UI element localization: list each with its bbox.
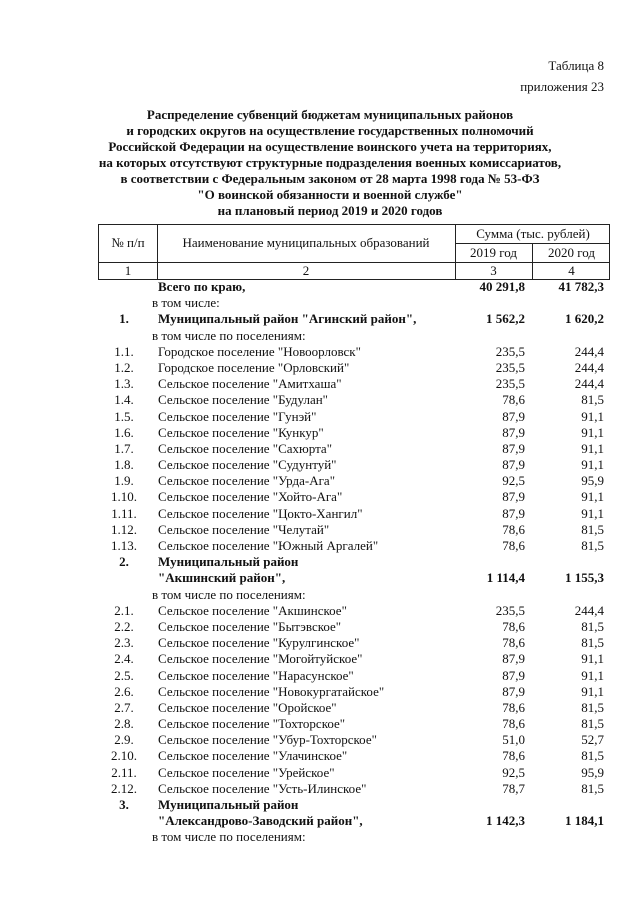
row-number: 1.11. (111, 505, 137, 521)
row-name: Сельское поселение "Судунтуй" (158, 457, 337, 473)
table-row (0, 311, 640, 327)
row-value-2020: 1 620,2 (565, 311, 604, 327)
row-value-2020: 244,4 (574, 343, 604, 359)
row-value-2019: 78,6 (502, 716, 525, 732)
row-number: 2.9. (114, 732, 134, 748)
row-number: 1.3. (114, 376, 134, 392)
col-2019-header: 2019 год (470, 245, 517, 260)
row-value-2019: 87,9 (502, 667, 525, 683)
row-number: 1.13. (111, 538, 137, 553)
row-value-2019: 235,5 (495, 343, 525, 359)
title-line: Российской Федерации на осуществление воинского учета на территориях, (108, 139, 552, 154)
row-name: Сельское поселение "Кункур" (158, 424, 324, 440)
row-value-2020: 91,1 (581, 489, 604, 505)
row-value-2019: 87,9 (502, 651, 525, 667)
row-name: Муниципальный район (158, 554, 299, 570)
row-value-2020: 95,9 (581, 764, 604, 780)
table-row (0, 441, 640, 457)
row-name: Сельское поселение "Усть-Илинское" (158, 780, 367, 796)
row-name: "Александрово-Заводский район", (158, 813, 363, 829)
table-row (0, 392, 640, 408)
row-number: 1. (119, 311, 129, 327)
row-number: 2.4. (114, 651, 134, 667)
table-row (0, 813, 640, 829)
row-value-2020: 81,5 (581, 780, 604, 796)
row-value-2019: 1 114,4 (486, 570, 525, 586)
table-row (0, 748, 640, 764)
row-value-2020: 52,7 (581, 732, 604, 748)
row-value-2020: 91,1 (581, 683, 604, 699)
row-name: в том числе по поселениям: (152, 327, 306, 343)
row-value-2019: 1 562,2 (486, 311, 525, 327)
title-line: на которых отсутствуют структурные подразделения военных комиссариатов, (98, 155, 562, 170)
row-number: 1.10. (111, 489, 137, 505)
row-value-2020: 244,4 (574, 376, 604, 392)
table-row (0, 603, 640, 619)
table-row (0, 635, 640, 651)
title-line: на плановый период 2019 и 2020 годов (217, 203, 443, 218)
row-number: 2.11. (111, 764, 137, 780)
row-value-2019: 1 142,3 (486, 813, 525, 829)
row-name: Сельское поселение "Бытэвское" (158, 618, 342, 634)
row-number: 3. (119, 797, 129, 812)
row-number: 2.10. (111, 748, 137, 764)
row-number: 1.5. (114, 408, 134, 424)
row-value-2020: 95,9 (581, 473, 604, 489)
row-number: 1.4. (114, 392, 134, 408)
table-row (0, 506, 640, 522)
row-name: Сельское поселение "Сахюрта" (158, 440, 332, 456)
row-name: Сельское поселение "Улачинское" (158, 748, 348, 764)
row-value-2019: 235,5 (495, 602, 525, 618)
row-value-2019: 78,6 (502, 392, 525, 408)
row-name: в том числе: (152, 295, 220, 311)
col-index-4: 4 (568, 263, 575, 278)
table-row (0, 732, 640, 748)
table-row (0, 587, 640, 603)
row-name: Всего по краю, (158, 279, 246, 294)
table-row (0, 425, 640, 441)
table-body (0, 279, 640, 846)
row-value-2019: 87,9 (502, 424, 525, 440)
row-name: Сельское поселение "Гунэй" (158, 408, 317, 424)
row-name: Сельское поселение "Тохторское" (158, 716, 346, 732)
table-row (0, 716, 640, 732)
row-number: 2.8. (114, 716, 134, 732)
title-line: в соответствии с Федеральным законом от 28 марта 1998 года № 53-ФЗ (120, 171, 540, 186)
row-number: 1.8. (114, 457, 134, 473)
table-row (0, 360, 640, 376)
col-num-header: № п/п (111, 235, 145, 250)
row-value-2019: 87,9 (502, 505, 525, 521)
row-name: Сельское поселение "Оройское" (158, 699, 337, 715)
row-name: в том числе по поселениям: (152, 829, 306, 845)
row-value-2019: 78,6 (502, 538, 525, 553)
row-name: Сельское поселение "Новокургатайское" (158, 683, 385, 699)
table-row (0, 473, 640, 489)
row-value-2020: 91,1 (581, 440, 604, 456)
row-name: Сельское поселение "Могойтуйское" (158, 651, 363, 667)
row-number: 1.7. (114, 440, 134, 456)
row-name: Сельское поселение "Нарасунское" (158, 667, 354, 683)
row-name: Муниципальный район (158, 797, 299, 812)
table-row (0, 409, 640, 425)
row-value-2020: 81,5 (581, 635, 604, 651)
table-row (0, 489, 640, 505)
row-value-2019: 92,5 (502, 764, 525, 780)
row-number: 2.1. (114, 602, 134, 618)
row-value-2020: 91,1 (581, 457, 604, 473)
row-value-2020: 81,5 (581, 748, 604, 764)
table-row (0, 668, 640, 684)
table-row (0, 344, 640, 360)
table-row (0, 700, 640, 716)
row-name: Сельское поселение "Цокто-Хангил" (158, 505, 363, 521)
row-value-2020: 91,1 (581, 651, 604, 667)
row-value-2019: 87,9 (502, 489, 525, 505)
row-name: Сельское поселение "Будулан" (158, 392, 328, 408)
row-number: 2.12. (111, 780, 137, 796)
row-name: Сельское поселение "Курулгинское" (158, 635, 360, 651)
row-name: "Акшинский район", (158, 570, 286, 586)
table-row (0, 829, 640, 845)
table-row (0, 376, 640, 392)
row-number: 1.6. (114, 424, 134, 440)
table-label: Таблица 8 (548, 58, 604, 73)
table-row (0, 570, 640, 586)
row-value-2020: 1 184,1 (565, 813, 604, 829)
table-row (0, 797, 640, 813)
row-value-2019: 92,5 (502, 473, 525, 489)
row-number: 2.7. (114, 699, 134, 715)
row-value-2020: 41 782,3 (558, 279, 604, 294)
row-value-2020: 91,1 (581, 424, 604, 440)
row-value-2020: 244,4 (574, 602, 604, 618)
col-index-1: 1 (124, 263, 132, 278)
row-value-2020: 81,5 (581, 538, 604, 553)
row-name: Сельское поселение "Урда-Ага" (158, 473, 335, 489)
row-number: 2.6. (114, 683, 134, 699)
table-row (0, 554, 640, 570)
table-row (0, 684, 640, 700)
table-row (0, 522, 640, 538)
row-value-2019: 87,9 (502, 408, 525, 424)
row-number: 2. (119, 554, 129, 570)
row-value-2019: 78,6 (502, 748, 525, 764)
table-row (0, 765, 640, 781)
table-row (0, 538, 640, 554)
row-name: Сельское поселение "Убур-Тохторское" (158, 732, 377, 748)
row-number: 1.1. (114, 343, 134, 359)
row-value-2019: 78,6 (502, 635, 525, 651)
row-value-2019: 78,6 (502, 699, 525, 715)
row-value-2019: 40 291,8 (479, 279, 525, 294)
row-value-2020: 91,1 (581, 667, 604, 683)
row-value-2019: 235,5 (495, 359, 525, 375)
row-value-2019: 235,5 (495, 376, 525, 392)
row-number: 1.12. (111, 521, 137, 537)
row-value-2020: 81,5 (581, 618, 604, 634)
col-index-3: 3 (490, 263, 497, 278)
row-number: 2.3. (114, 635, 134, 651)
row-value-2020: 81,5 (581, 521, 604, 537)
table-row (0, 651, 640, 667)
row-value-2019: 87,9 (502, 440, 525, 456)
row-value-2019: 78,7 (502, 780, 525, 796)
row-name: Городское поселение "Новоорловск" (158, 343, 361, 359)
row-name: Сельское поселение "Урейское" (158, 764, 335, 780)
row-name: Городское поселение "Орловский" (158, 359, 350, 375)
row-value-2019: 78,6 (502, 618, 525, 634)
row-name: Сельское поселение "Южный Аргалей" (158, 538, 379, 553)
row-number: 1.9. (114, 473, 134, 489)
row-name: Сельское поселение "Хойто-Ага" (158, 489, 343, 505)
table-row (0, 295, 640, 311)
row-value-2019: 51,0 (502, 732, 525, 748)
row-value-2020: 81,5 (581, 699, 604, 715)
row-value-2020: 81,5 (581, 716, 604, 732)
row-value-2020: 1 155,3 (565, 570, 604, 586)
row-value-2020: 91,1 (581, 505, 604, 521)
row-value-2019: 87,9 (502, 457, 525, 473)
row-number: 1.2. (114, 359, 134, 375)
row-name: Сельское поселение "Акшинское" (158, 602, 347, 618)
title-line: и городских округов на осуществление государственных полномочий (126, 123, 534, 138)
table-row (0, 781, 640, 797)
row-value-2020: 81,5 (581, 392, 604, 408)
col-index-2: 2 (302, 263, 310, 278)
document-title (40, 107, 620, 219)
row-name: в том числе по поселениям: (152, 586, 306, 602)
row-number: 2.2. (114, 618, 134, 634)
row-name: Муниципальный район "Агинский район", (158, 311, 417, 327)
table-row (0, 328, 640, 344)
col-name-header: Наименование муниципальных образований (182, 235, 430, 250)
appendix-label: приложения 23 (520, 79, 604, 94)
col-sum-header: Сумма (тыс. рублей) (476, 226, 590, 241)
table-row (0, 619, 640, 635)
row-name: Сельское поселение "Амитхаша" (158, 376, 342, 392)
table-row (0, 457, 640, 473)
title-line: Распределение субвенций бюджетам муниципальных районов (146, 107, 514, 122)
row-value-2019: 78,6 (502, 521, 525, 537)
row-name: Сельское поселение "Челутай" (158, 521, 330, 537)
row-value-2019: 87,9 (502, 683, 525, 699)
row-number: 2.5. (114, 667, 134, 683)
col-2020-header: 2020 год (548, 245, 595, 260)
table-header (98, 224, 610, 280)
row-value-2020: 91,1 (581, 408, 604, 424)
title-line: "О воинской обязанности и военной службе" (197, 187, 463, 202)
row-value-2020: 244,4 (574, 359, 604, 375)
table-row (0, 279, 640, 295)
